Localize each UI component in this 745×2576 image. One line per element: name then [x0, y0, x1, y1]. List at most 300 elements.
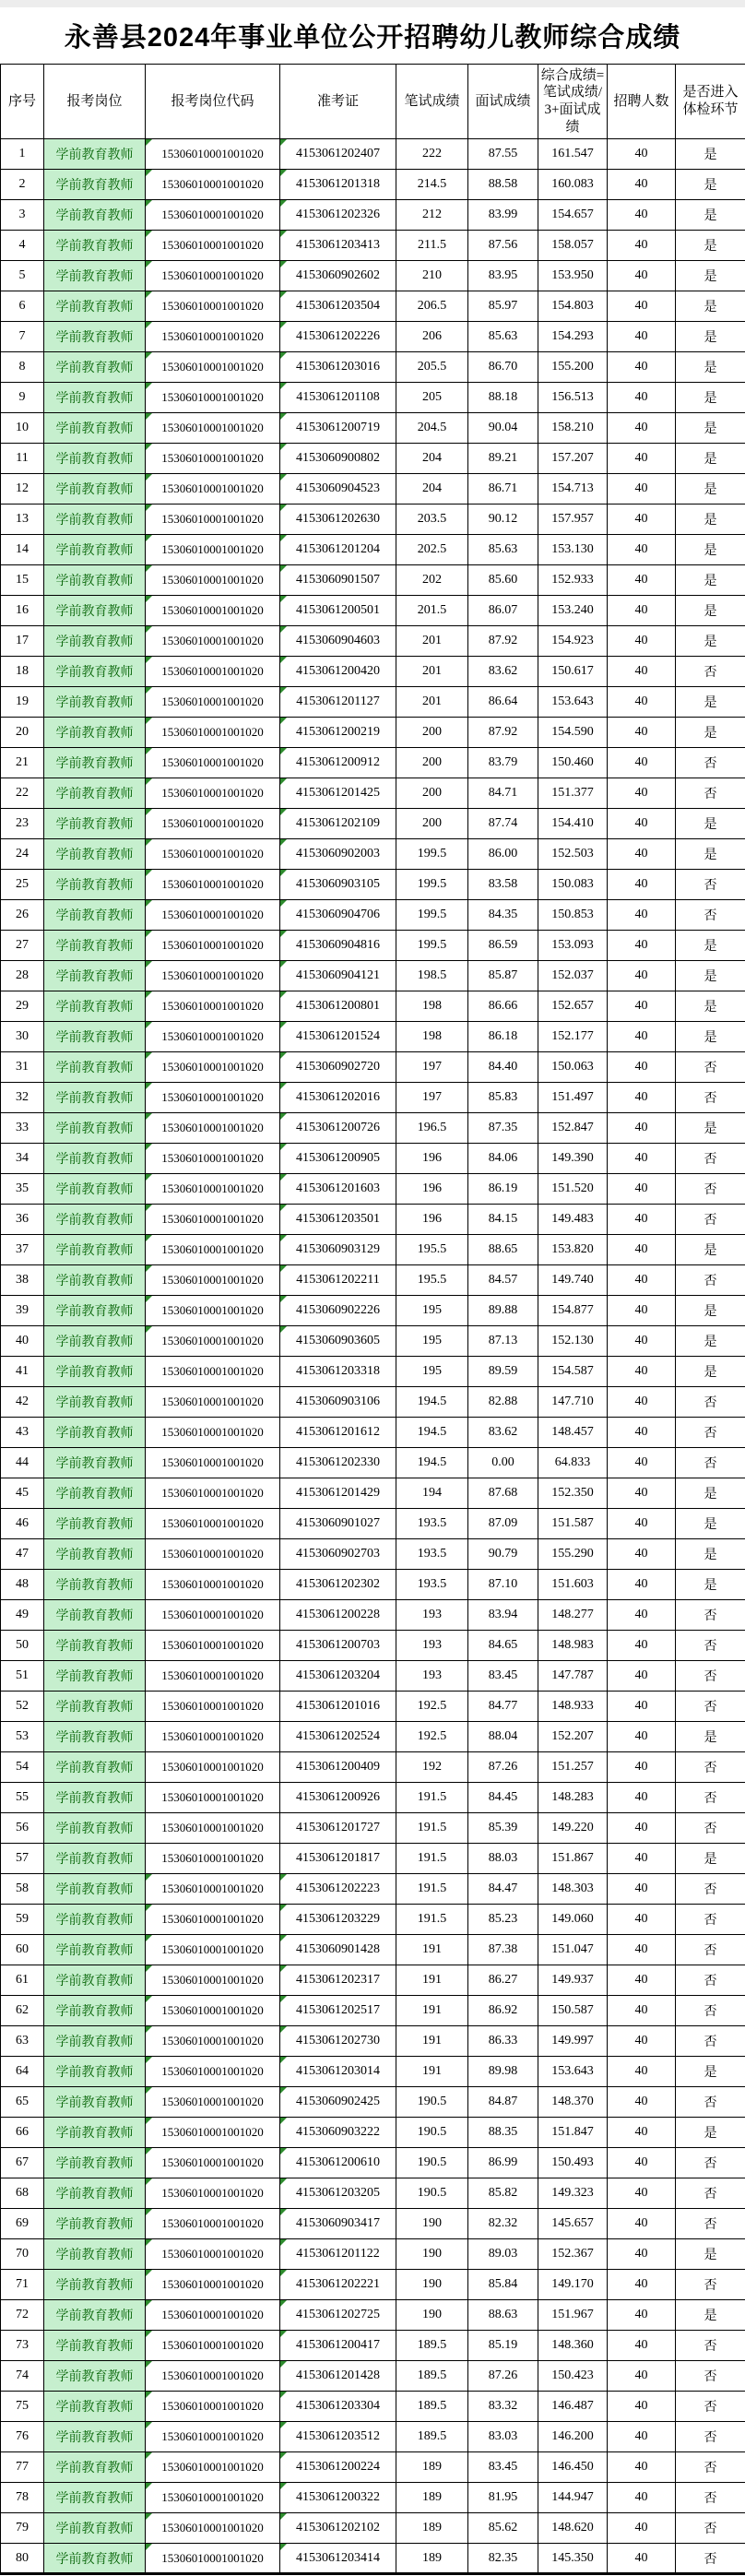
cell-total-score: 148.277 [538, 1600, 608, 1631]
cell-recruit-count: 40 [608, 1205, 676, 1235]
cell-written-score: 214.5 [396, 170, 468, 200]
table-row [1, 1996, 745, 2026]
cell-pass: 否 [676, 2361, 745, 2392]
excel-corner-marker-icon [280, 535, 287, 541]
cell-interview-score: 83.62 [468, 1418, 538, 1448]
cell-pass: 是 [676, 931, 745, 961]
cell-pass: 否 [676, 2087, 745, 2118]
cell-position: 学前教育教师 [44, 1905, 146, 1935]
cell-position: 学前教育教师 [44, 1661, 146, 1692]
cell-serial: 66 [1, 2118, 44, 2148]
cell-recruit-count: 40 [608, 2087, 676, 2118]
score-table [0, 64, 745, 2575]
cell-ticket: 4153060901507 [280, 565, 396, 596]
cell-pass: 否 [676, 1144, 745, 1174]
cell-pass: 否 [676, 2331, 745, 2361]
excel-corner-marker-icon [146, 1235, 152, 1241]
cell-recruit-count: 40 [608, 2239, 676, 2270]
cell-pass: 是 [676, 231, 745, 261]
cell-total-score: 151.587 [538, 1509, 608, 1539]
cell-position-code: 15306010001001020 [146, 1661, 280, 1692]
cell-total-score: 152.037 [538, 961, 608, 991]
cell-serial: 69 [1, 2209, 44, 2239]
excel-corner-marker-icon [280, 718, 287, 724]
cell-interview-score: 83.45 [468, 1661, 538, 1692]
table-row [1, 1205, 745, 1235]
cell-position: 学前教育教师 [44, 170, 146, 200]
cell-position: 学前教育教师 [44, 596, 146, 626]
excel-corner-marker-icon [280, 2209, 287, 2215]
excel-corner-marker-icon [146, 1935, 152, 1941]
cell-total-score: 152.130 [538, 1326, 608, 1357]
cell-serial: 4 [1, 231, 44, 261]
cell-ticket: 4153061200501 [280, 596, 396, 626]
cell-pass: 是 [676, 2118, 745, 2148]
cell-pass: 否 [676, 1174, 745, 1205]
cell-ticket: 4153061200409 [280, 1752, 396, 1783]
cell-recruit-count: 40 [608, 2392, 676, 2422]
cell-position-code: 15306010001001020 [146, 1935, 280, 1965]
excel-corner-marker-icon [280, 383, 287, 389]
cell-serial: 16 [1, 596, 44, 626]
cell-pass: 是 [676, 505, 745, 535]
excel-corner-marker-icon [280, 2544, 287, 2550]
cell-pass: 是 [676, 1357, 745, 1387]
cell-pass: 是 [676, 596, 745, 626]
cell-position: 学前教育教师 [44, 1935, 146, 1965]
cell-written-score: 201 [396, 657, 468, 687]
cell-interview-score: 84.35 [468, 900, 538, 931]
cell-ticket: 4153061201428 [280, 2361, 396, 2392]
cell-recruit-count: 40 [608, 687, 676, 718]
cell-serial: 63 [1, 2026, 44, 2057]
cell-ticket: 4153061202326 [280, 200, 396, 231]
cell-interview-score: 86.59 [468, 931, 538, 961]
cell-written-score: 193 [396, 1631, 468, 1661]
cell-serial: 54 [1, 1752, 44, 1783]
excel-corner-marker-icon [146, 2452, 152, 2459]
table-body [1, 139, 745, 2574]
excel-corner-marker-icon [280, 1235, 287, 1241]
table-row [1, 535, 745, 565]
cell-serial: 71 [1, 2270, 44, 2300]
cell-position: 学前教育教师 [44, 626, 146, 657]
cell-total-score: 154.587 [538, 1357, 608, 1387]
cell-position: 学前教育教师 [44, 1235, 146, 1265]
cell-written-score: 189.5 [396, 2331, 468, 2361]
excel-corner-marker-icon [146, 413, 152, 420]
cell-interview-score: 85.83 [468, 1083, 538, 1113]
excel-corner-marker-icon [146, 748, 152, 754]
cell-pass: 否 [676, 1083, 745, 1113]
cell-recruit-count: 40 [608, 1813, 676, 1844]
cell-position-code: 15306010001001020 [146, 2361, 280, 2392]
cell-pass: 否 [676, 1752, 745, 1783]
cell-position: 学前教育教师 [44, 535, 146, 565]
cell-pass: 是 [676, 200, 745, 231]
cell-recruit-count: 40 [608, 1631, 676, 1661]
cell-position-code: 15306010001001020 [146, 1874, 280, 1905]
cell-ticket: 4153060903105 [280, 870, 396, 900]
cell-pass: 否 [676, 1783, 745, 1813]
cell-position-code: 15306010001001020 [146, 413, 280, 444]
table-row [1, 809, 745, 839]
cell-serial: 36 [1, 1205, 44, 1235]
cell-position: 学前教育教师 [44, 2026, 146, 2057]
cell-interview-score: 85.60 [468, 565, 538, 596]
cell-serial: 73 [1, 2331, 44, 2361]
cell-recruit-count: 40 [608, 1783, 676, 1813]
table-row [1, 961, 745, 991]
cell-recruit-count: 40 [608, 535, 676, 565]
cell-recruit-count: 40 [608, 1661, 676, 1692]
cell-ticket: 4153061202407 [280, 139, 396, 170]
cell-position: 学前教育教师 [44, 2209, 146, 2239]
cell-ticket: 4153061202725 [280, 2300, 396, 2331]
cell-position: 学前教育教师 [44, 1874, 146, 1905]
cell-pass: 否 [676, 900, 745, 931]
table-row [1, 1600, 745, 1631]
cell-total-score: 150.617 [538, 657, 608, 687]
table-row [1, 1265, 745, 1296]
cell-interview-score: 90.04 [468, 413, 538, 444]
cell-written-score: 203.5 [396, 505, 468, 535]
cell-serial: 47 [1, 1539, 44, 1570]
cell-recruit-count: 40 [608, 900, 676, 931]
excel-corner-marker-icon [146, 1265, 152, 1272]
cell-serial: 40 [1, 1326, 44, 1357]
cell-recruit-count: 40 [608, 505, 676, 535]
cell-recruit-count: 40 [608, 1692, 676, 1722]
cell-ticket: 4153060904816 [280, 931, 396, 961]
cell-serial: 24 [1, 839, 44, 870]
excel-corner-marker-icon [146, 2392, 152, 2398]
col-header-ticket: 准考证 [280, 65, 396, 139]
table-row [1, 352, 745, 383]
cell-total-score: 153.950 [538, 261, 608, 291]
cell-position-code: 15306010001001020 [146, 718, 280, 748]
cell-position-code: 15306010001001020 [146, 1692, 280, 1722]
cell-ticket: 4153061202102 [280, 2513, 396, 2544]
cell-written-score: 189.5 [396, 2422, 468, 2452]
table-row [1, 2513, 745, 2544]
cell-position: 学前教育教师 [44, 2483, 146, 2513]
cell-ticket: 4153061200719 [280, 413, 396, 444]
excel-corner-marker-icon [146, 1113, 152, 1120]
table-row [1, 231, 745, 261]
cell-total-score: 148.303 [538, 1874, 608, 1905]
cell-pass: 否 [676, 2209, 745, 2239]
cell-position-code: 15306010001001020 [146, 1083, 280, 1113]
cell-recruit-count: 40 [608, 748, 676, 778]
cell-serial: 15 [1, 565, 44, 596]
col-header-total-score: 综合成绩=笔试成绩/3+面试成绩 [538, 65, 608, 139]
cell-ticket: 4153060900802 [280, 444, 396, 474]
cell-written-score: 195.5 [396, 1265, 468, 1296]
cell-total-score: 152.207 [538, 1722, 608, 1752]
cell-position: 学前教育教师 [44, 1844, 146, 1874]
table-row [1, 1813, 745, 1844]
cell-pass: 是 [676, 139, 745, 170]
cell-interview-score: 87.13 [468, 1326, 538, 1357]
cell-recruit-count: 40 [608, 1326, 676, 1357]
cell-total-score: 157.957 [538, 505, 608, 535]
cell-position-code: 15306010001001020 [146, 291, 280, 322]
cell-total-score: 154.713 [538, 474, 608, 505]
excel-corner-marker-icon [280, 748, 287, 754]
cell-written-score: 199.5 [396, 900, 468, 931]
table-row [1, 1509, 745, 1539]
cell-serial: 42 [1, 1387, 44, 1418]
cell-ticket: 4153061201204 [280, 535, 396, 565]
cell-interview-score: 88.18 [468, 383, 538, 413]
cell-ticket: 4153061202524 [280, 1722, 396, 1752]
table-row [1, 2331, 745, 2361]
table-header [1, 65, 745, 139]
excel-corner-marker-icon [280, 231, 287, 237]
cell-interview-score: 85.82 [468, 2178, 538, 2209]
excel-corner-marker-icon [280, 2026, 287, 2033]
cell-ticket: 4153061201524 [280, 1022, 396, 1052]
cell-total-score: 154.877 [538, 1296, 608, 1326]
cell-serial: 50 [1, 1631, 44, 1661]
cell-written-score: 189 [396, 2452, 468, 2483]
excel-corner-marker-icon [146, 1022, 152, 1028]
cell-written-score: 189 [396, 2513, 468, 2544]
cell-position-code: 15306010001001020 [146, 839, 280, 870]
cell-written-score: 206 [396, 322, 468, 352]
table-row [1, 748, 745, 778]
cell-ticket: 4153061201425 [280, 778, 396, 809]
table-row [1, 1935, 745, 1965]
cell-written-score: 191.5 [396, 1905, 468, 1935]
cell-pass: 是 [676, 565, 745, 596]
cell-total-score: 152.350 [538, 1478, 608, 1509]
cell-interview-score: 84.45 [468, 1783, 538, 1813]
cell-interview-score: 86.64 [468, 687, 538, 718]
table-row [1, 1022, 745, 1052]
cell-ticket: 4153060903106 [280, 1387, 396, 1418]
top-margin-strip [0, 0, 745, 7]
cell-serial: 3 [1, 200, 44, 231]
table-row [1, 1631, 745, 1661]
cell-interview-score: 87.38 [468, 1935, 538, 1965]
cell-total-score: 149.323 [538, 2178, 608, 2209]
cell-position: 学前教育教师 [44, 2361, 146, 2392]
cell-serial: 12 [1, 474, 44, 505]
cell-position: 学前教育教师 [44, 1326, 146, 1357]
cell-written-score: 189 [396, 2544, 468, 2574]
cell-ticket: 4153061201817 [280, 1844, 396, 1874]
cell-position: 学前教育教师 [44, 1083, 146, 1113]
cell-pass: 否 [676, 2270, 745, 2300]
cell-interview-score: 86.00 [468, 839, 538, 870]
excel-corner-marker-icon [146, 1083, 152, 1089]
cell-interview-score: 87.10 [468, 1570, 538, 1600]
cell-written-score: 190.5 [396, 2148, 468, 2178]
cell-total-score: 152.847 [538, 1113, 608, 1144]
cell-recruit-count: 40 [608, 1539, 676, 1570]
cell-pass: 是 [676, 261, 745, 291]
cell-serial: 20 [1, 718, 44, 748]
cell-recruit-count: 40 [608, 870, 676, 900]
excel-corner-marker-icon [280, 2178, 287, 2185]
cell-recruit-count: 40 [608, 1844, 676, 1874]
table-row [1, 870, 745, 900]
cell-written-score: 193.5 [396, 1539, 468, 1570]
cell-recruit-count: 40 [608, 1022, 676, 1052]
cell-pass: 否 [676, 1205, 745, 1235]
cell-written-score: 222 [396, 139, 468, 170]
excel-corner-marker-icon [146, 596, 152, 602]
cell-position-code: 15306010001001020 [146, 2178, 280, 2209]
table-row [1, 1235, 745, 1265]
excel-corner-marker-icon [280, 474, 287, 481]
excel-corner-marker-icon [280, 1935, 287, 1941]
cell-written-score: 202.5 [396, 535, 468, 565]
cell-position: 学前教育教师 [44, 2422, 146, 2452]
cell-position-code: 15306010001001020 [146, 1174, 280, 1205]
cell-written-score: 196 [396, 1174, 468, 1205]
cell-recruit-count: 40 [608, 1235, 676, 1265]
cell-pass: 否 [676, 1905, 745, 1935]
cell-recruit-count: 40 [608, 778, 676, 809]
cell-total-score: 146.487 [538, 2392, 608, 2422]
excel-corner-marker-icon [280, 1905, 287, 1911]
cell-recruit-count: 40 [608, 1996, 676, 2026]
cell-interview-score: 88.63 [468, 2300, 538, 2331]
cell-position: 学前教育教师 [44, 2178, 146, 2209]
cell-total-score: 151.497 [538, 1083, 608, 1113]
excel-corner-marker-icon [146, 565, 152, 572]
cell-interview-score: 89.03 [468, 2239, 538, 2270]
excel-corner-marker-icon [146, 809, 152, 815]
cell-interview-score: 89.98 [468, 2057, 538, 2087]
cell-interview-score: 87.56 [468, 231, 538, 261]
excel-corner-marker-icon [146, 1905, 152, 1911]
cell-serial: 70 [1, 2239, 44, 2270]
excel-corner-marker-icon [146, 200, 152, 207]
cell-total-score: 151.377 [538, 778, 608, 809]
cell-ticket: 4153060901428 [280, 1935, 396, 1965]
cell-position-code: 15306010001001020 [146, 809, 280, 839]
cell-total-score: 154.803 [538, 291, 608, 322]
cell-interview-score: 85.63 [468, 535, 538, 565]
cell-position-code: 15306010001001020 [146, 2452, 280, 2483]
cell-total-score: 155.290 [538, 1539, 608, 1570]
table-row [1, 596, 745, 626]
cell-written-score: 191.5 [396, 1844, 468, 1874]
cell-total-score: 149.060 [538, 1905, 608, 1935]
excel-corner-marker-icon [280, 1296, 287, 1302]
cell-pass: 否 [676, 748, 745, 778]
cell-written-score: 201.5 [396, 596, 468, 626]
cell-position: 学前教育教师 [44, 1052, 146, 1083]
cell-serial: 19 [1, 687, 44, 718]
cell-position-code: 15306010001001020 [146, 2026, 280, 2057]
cell-ticket: 4153060902720 [280, 1052, 396, 1083]
cell-serial: 22 [1, 778, 44, 809]
cell-serial: 23 [1, 809, 44, 839]
cell-serial: 38 [1, 1265, 44, 1296]
cell-written-score: 194.5 [396, 1448, 468, 1478]
cell-recruit-count: 40 [608, 2544, 676, 2574]
table-row [1, 1448, 745, 1478]
cell-written-score: 191 [396, 2026, 468, 2057]
cell-ticket: 4153061200610 [280, 2148, 396, 2178]
cell-total-score: 148.457 [538, 1418, 608, 1448]
cell-position-code: 15306010001001020 [146, 2300, 280, 2331]
table-row [1, 170, 745, 200]
table-row [1, 1387, 745, 1418]
cell-pass: 是 [676, 1296, 745, 1326]
cell-position: 学前教育教师 [44, 2331, 146, 2361]
table-row [1, 2452, 745, 2483]
cell-pass: 是 [676, 474, 745, 505]
cell-recruit-count: 40 [608, 2422, 676, 2452]
cell-pass: 是 [676, 1722, 745, 1752]
cell-recruit-count: 40 [608, 2452, 676, 2483]
cell-pass: 否 [676, 1813, 745, 1844]
cell-interview-score: 88.65 [468, 1235, 538, 1265]
cell-written-score: 194 [396, 1478, 468, 1509]
cell-position-code: 15306010001001020 [146, 535, 280, 565]
cell-serial: 6 [1, 291, 44, 322]
cell-position-code: 15306010001001020 [146, 1235, 280, 1265]
cell-interview-score: 85.39 [468, 1813, 538, 1844]
cell-recruit-count: 40 [608, 931, 676, 961]
cell-written-score: 194.5 [396, 1418, 468, 1448]
excel-corner-marker-icon [280, 1874, 287, 1881]
table-row [1, 383, 745, 413]
cell-position-code: 15306010001001020 [146, 1357, 280, 1387]
cell-recruit-count: 40 [608, 2148, 676, 2178]
cell-position: 学前教育教师 [44, 1418, 146, 1448]
cell-interview-score: 81.95 [468, 2483, 538, 2513]
cell-recruit-count: 40 [608, 718, 676, 748]
cell-serial: 59 [1, 1905, 44, 1935]
cell-serial: 56 [1, 1813, 44, 1844]
cell-position-code: 15306010001001020 [146, 352, 280, 383]
cell-interview-score: 87.26 [468, 1752, 538, 1783]
cell-ticket: 4153061202330 [280, 1448, 396, 1478]
cell-serial: 26 [1, 900, 44, 931]
excel-corner-marker-icon [280, 2118, 287, 2124]
cell-serial: 74 [1, 2361, 44, 2392]
cell-recruit-count: 40 [608, 1113, 676, 1144]
cell-interview-score: 85.97 [468, 291, 538, 322]
cell-recruit-count: 40 [608, 1570, 676, 1600]
excel-corner-marker-icon [146, 170, 152, 176]
excel-corner-marker-icon [146, 870, 152, 876]
cell-position-code: 15306010001001020 [146, 2087, 280, 2118]
cell-total-score: 149.220 [538, 1813, 608, 1844]
cell-position-code: 15306010001001020 [146, 1783, 280, 1813]
cell-recruit-count: 40 [608, 2361, 676, 2392]
cell-total-score: 149.390 [538, 1144, 608, 1174]
cell-position: 学前教育教师 [44, 1783, 146, 1813]
table-row [1, 1083, 745, 1113]
cell-position-code: 15306010001001020 [146, 657, 280, 687]
excel-corner-marker-icon [280, 626, 287, 633]
cell-interview-score: 87.92 [468, 626, 538, 657]
cell-position: 学前教育教师 [44, 1478, 146, 1509]
cell-position-code: 15306010001001020 [146, 261, 280, 291]
excel-corner-marker-icon [146, 383, 152, 389]
cell-position-code: 15306010001001020 [146, 1813, 280, 1844]
cell-pass: 否 [676, 1387, 745, 1418]
table-row [1, 931, 745, 961]
